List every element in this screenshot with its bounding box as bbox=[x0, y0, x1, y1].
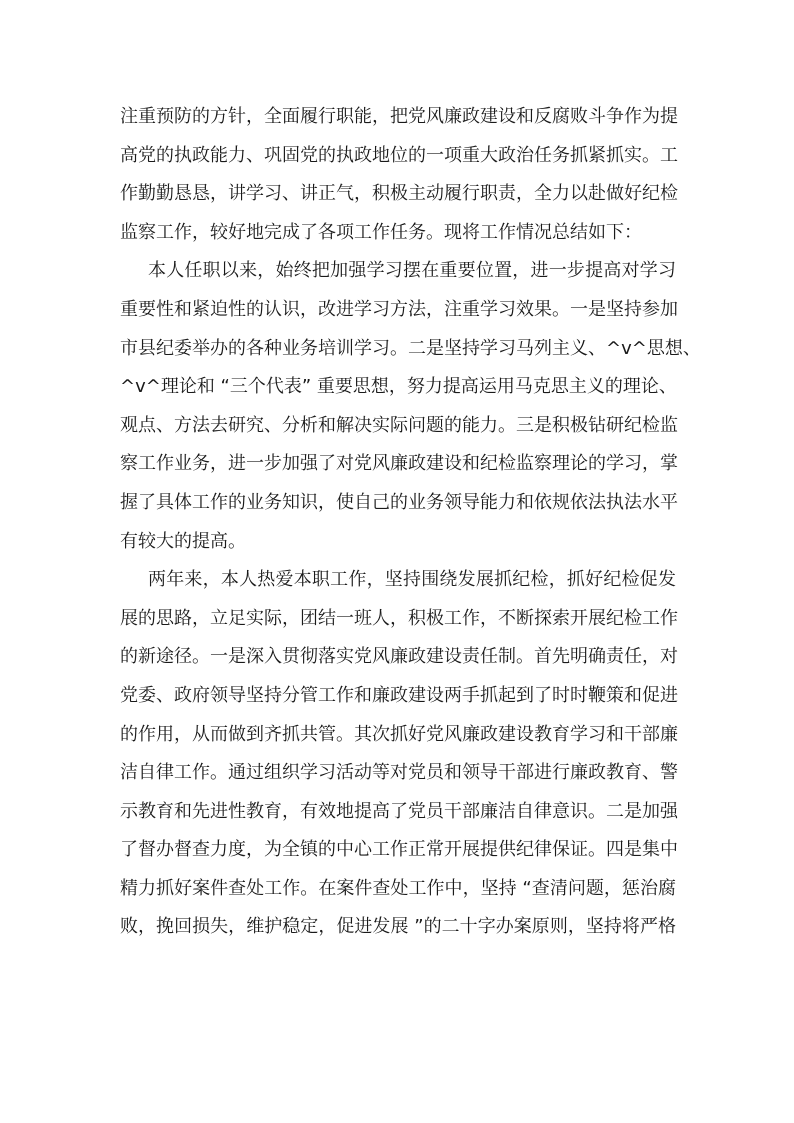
text-line: 察工作业务，进一步加强了对党风廉政建设和纪检监察理论的学习，掌 bbox=[120, 453, 678, 475]
text-line: 败，挽回损失，维护稳定，促进发展 ”的二十字办案原则，坚持将严格 bbox=[120, 916, 676, 938]
text-line: 握了具体工作的业务知识，使自己的业务领导能力和依规依法执法水平 bbox=[120, 491, 678, 513]
paragraph-start-line: 两年来，本人热爱本职工作，坚持围绕发展抓纪检，抓好纪检促发 bbox=[148, 569, 676, 591]
text-line: 高党的执政能力、巩固党的执政地位的一项重大政治任务抓紧抓实。工 bbox=[120, 144, 678, 166]
text-line: 示教育和先进性教育，有效地提高了党员干部廉洁自律意识。二是加强 bbox=[120, 800, 678, 822]
text-line: 洁自律工作。通过组织学习活动等对党员和领导干部进行廉政教育、警 bbox=[120, 762, 678, 784]
text-line: 了督办督查力度，为全镇的中心工作正常开展提供纪律保证。四是集中 bbox=[120, 839, 678, 861]
text-line: 党委、政府领导坚持分管工作和廉政建设两手抓起到了时时鞭策和促进 bbox=[120, 684, 678, 706]
text-line: 市县纪委举办的各种业务培训学习。二是坚持学习马列主义、^v^思想、 bbox=[120, 337, 701, 359]
paragraph-start-line: 本人任职以来，始终把加强学习摆在重要位置，进一步提高对学习 bbox=[148, 260, 676, 282]
text-line: 的作用，从而做到齐抓共管。其次抓好党风廉政建设教育学习和干部廉 bbox=[120, 723, 678, 745]
text-line: 注重预防的方针，全面履行职能，把党风廉政建设和反腐败斗争作为提 bbox=[120, 106, 678, 127]
text-line: 重要性和紧迫性的认识，改进学习方法，注重学习效果。一是坚持参加 bbox=[120, 298, 678, 320]
text-line: 有较大的提高。 bbox=[120, 530, 246, 552]
text-line: 监察工作，较好地完成了各项工作任务。现将工作情况总结如下： bbox=[120, 221, 642, 243]
text-line: 的新途径。一是深入贯彻落实党风廉政建设责任制。首先明确责任，对 bbox=[120, 646, 678, 668]
body-text bbox=[120, 98, 701, 947]
text-line: 精力抓好案件查处工作。在案件查处工作中，坚持 “查清问题，惩治腐 bbox=[120, 877, 676, 899]
text-line: ^v^理论和 “三个代表” 重要思想，努力提高运用马克思主义的理论、 bbox=[120, 376, 677, 398]
text-line: 作勤勤恳恳，讲学习、讲正气，积极主动履行职责，全力以赴做好纪检 bbox=[120, 183, 678, 205]
text-line: 展的思路，立足实际，团结一班人，积极工作，不断探索开展纪检工作 bbox=[120, 607, 678, 629]
text-line: 观点、方法去研究、分析和解决实际问题的能力。三是积极钻研纪检监 bbox=[120, 414, 678, 436]
